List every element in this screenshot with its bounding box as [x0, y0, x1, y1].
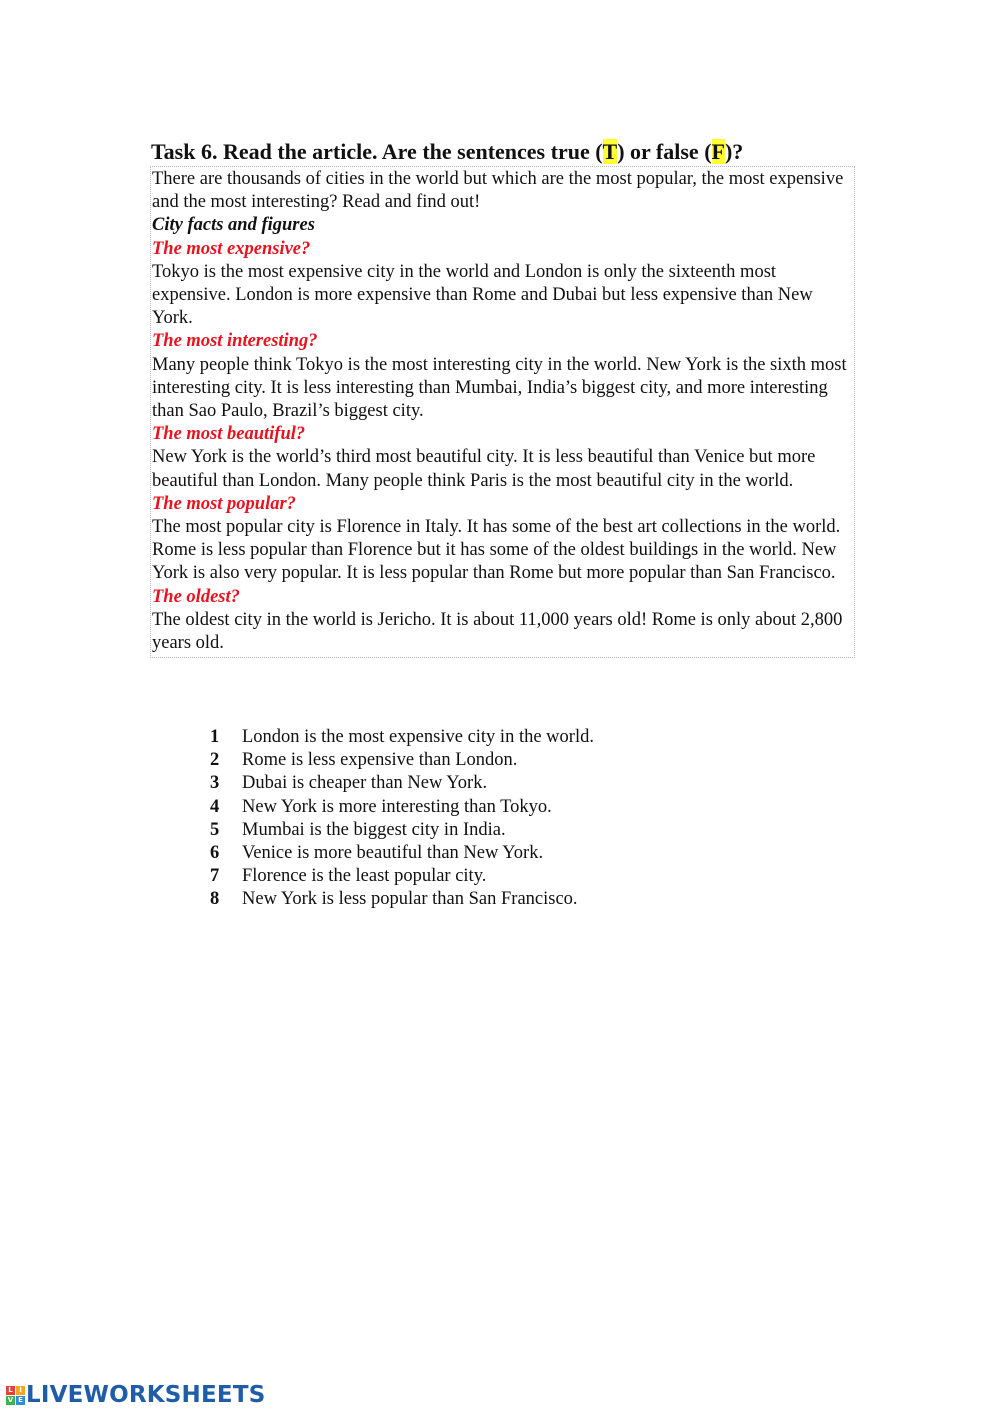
logo-block-l: L [6, 1386, 15, 1395]
statement-text: Dubai is cheaper than New York. [242, 773, 488, 794]
statement-number: 6 [210, 843, 220, 864]
statement-number: 8 [210, 889, 220, 910]
article-subtitle: City facts and figures [152, 215, 315, 236]
heading-most-interesting: The most interesting? [152, 331, 318, 352]
statement-text: Mumbai is the biggest city in India. [242, 819, 506, 840]
logo-block-i: I [16, 1386, 25, 1395]
task-title [151, 138, 743, 166]
logo-block-e: E [16, 1396, 25, 1405]
article-box [150, 166, 855, 658]
logo-blocks-icon [6, 1386, 25, 1405]
statement-item [210, 888, 594, 911]
logo-text: LIVEWORKSHEETS [26, 1382, 266, 1408]
article-intro: There are thousands of cities in the world but which are the most popular, the most expensive and the most interesting? Read and find out! [152, 169, 844, 213]
statement-item [210, 842, 594, 865]
statement-text: London is the most expensive city in the world. [242, 727, 594, 747]
statement-text: Rome is less expensive than London. [242, 750, 518, 771]
statement-text: New York is less popular than San Francisco. [242, 889, 578, 910]
statement-item [210, 819, 594, 842]
title-text-end: )? [724, 139, 744, 164]
title-text-middle: ) or false ( [617, 139, 712, 164]
statement-text: New York is more interesting than Tokyo. [242, 796, 552, 817]
true-marker: T [602, 139, 618, 164]
statement-list [210, 726, 594, 912]
statement-number: 4 [210, 796, 220, 817]
paragraph-most-popular: The most popular city is Florence in Italy. It has some of the best art collections in the world. Rome is less popular than Florence but it has some of the oldest buildings in the world. New York is also very popular. It is less popular than Rome but more popular than San Francisco. [152, 517, 841, 584]
statement-text: Venice is more beautiful than New York. [242, 843, 544, 864]
heading-most-beautiful: The most beautiful? [152, 424, 306, 445]
paragraph-oldest: The oldest city in the world is Jericho. It is about 11,000 years old! Rome is only about 2,800 years old. [152, 609, 843, 654]
statement-number: 2 [210, 750, 220, 771]
statement-number: 1 [210, 727, 220, 747]
statement-text: Florence is the least popular city. [242, 866, 487, 887]
statement-number: 5 [210, 819, 220, 840]
heading-most-popular: The most popular? [152, 493, 296, 514]
statement-item [210, 726, 594, 749]
title-text: Task 6. Read the article. Are the sentences true ( [151, 139, 603, 164]
statement-number: 3 [210, 773, 220, 794]
statement-item [210, 796, 594, 819]
heading-most-expensive: The most expensive? [152, 238, 311, 259]
paragraph-most-beautiful: New York is the world’s third most beautiful city. It is less beautiful than Venice but more beautiful than London. Many people think Paris is the most beautiful city in the world. [152, 447, 816, 491]
false-marker: F [711, 139, 725, 164]
paragraph-most-expensive: Tokyo is the most expensive city in the world and London is only the sixteenth most expensive. London is more expensive than Rome and Dubai but less expensive than New York. [152, 261, 813, 329]
statement-number: 7 [210, 866, 220, 887]
heading-oldest: The oldest? [152, 586, 240, 607]
statement-item [210, 772, 594, 795]
statement-item [210, 749, 594, 772]
logo-block-v: V [7, 1395, 14, 1404]
statement-item [210, 865, 594, 888]
liveworksheets-logo [6, 1382, 265, 1408]
paragraph-most-interesting: Many people think Tokyo is the most interesting city in the world. New York is the sixth most interesting city. It is less interesting than Mumbai, India’s biggest city, and more interesting than Sao Paulo, Brazil’s biggest city. [152, 354, 847, 422]
